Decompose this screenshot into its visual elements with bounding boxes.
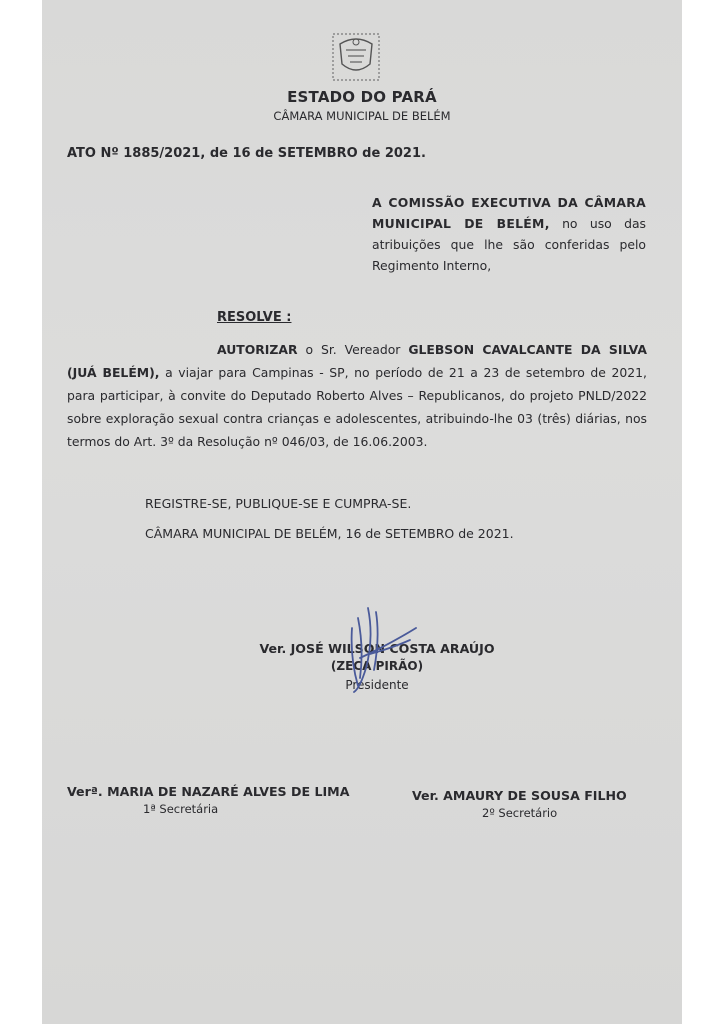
resolution-intro: o Sr. Vereador (305, 342, 401, 357)
signature-icon (330, 598, 430, 698)
register-clause: REGISTRE-SE, PUBLIQUE-SE E CUMPRA-SE. (145, 496, 412, 511)
secretary1-name: Verª. MARIA DE NAZARÉ ALVES DE LIMA (67, 784, 350, 799)
commission-preamble (372, 192, 646, 276)
secretary2-name: Ver. AMAURY DE SOUSA FILHO (412, 788, 627, 803)
resolve-label: RESOLVE : (217, 310, 292, 325)
coat-of-arms-icon (330, 30, 382, 84)
secretary1-role: 1ª Secretária (143, 802, 219, 816)
chamber-heading: CÂMARA MUNICIPAL DE BELÉM (273, 109, 451, 123)
place-date: CÂMARA MUNICIPAL DE BELÉM, 16 de SETEMBRO de 2021. (145, 526, 514, 541)
commission-name: A COMISSÃO EXECUTIVA DA CÂMARA MUNICIPAL DE BELÉM, (372, 195, 646, 231)
act-date: de 16 de SETEMBRO de 2021. (209, 146, 426, 161)
president-name: Ver. JOSÉ WILSON COSTA ARAÚJO (259, 641, 495, 656)
resolution-verb: AUTORIZAR (217, 342, 298, 357)
state-heading: ESTADO DO PARÁ (287, 88, 437, 106)
secretary2-role: 2º Secretário (482, 806, 558, 820)
act-title (67, 146, 426, 161)
resolution-body (67, 338, 647, 453)
president-role: Presidente (345, 678, 409, 692)
act-number: ATO Nº 1885/2021, (67, 146, 206, 161)
resolution-text: a viajar para Campinas - SP, no período de 21 a 23 de setembro de 2021, para participar, à convite do Deputado Roberto Alves – Republicanos, do projeto PNLD/2022 sobre exploração sexual contra crianças e adolescentes, atribuindo-lhe 03 (três) diárias, nos termos do Art. 3º da Resolução nº 046/03, de 16.06.2003. (67, 365, 647, 449)
president-nickname: (ZECA PIRÃO) (330, 659, 424, 673)
councilor-name: GLEBSON CAVALCANTE DA SILVA (JUÁ BELÉM), (67, 342, 647, 380)
commission-powers: no uso das atribuições que lhe são conferidas pelo Regimento Interno, (372, 216, 646, 273)
